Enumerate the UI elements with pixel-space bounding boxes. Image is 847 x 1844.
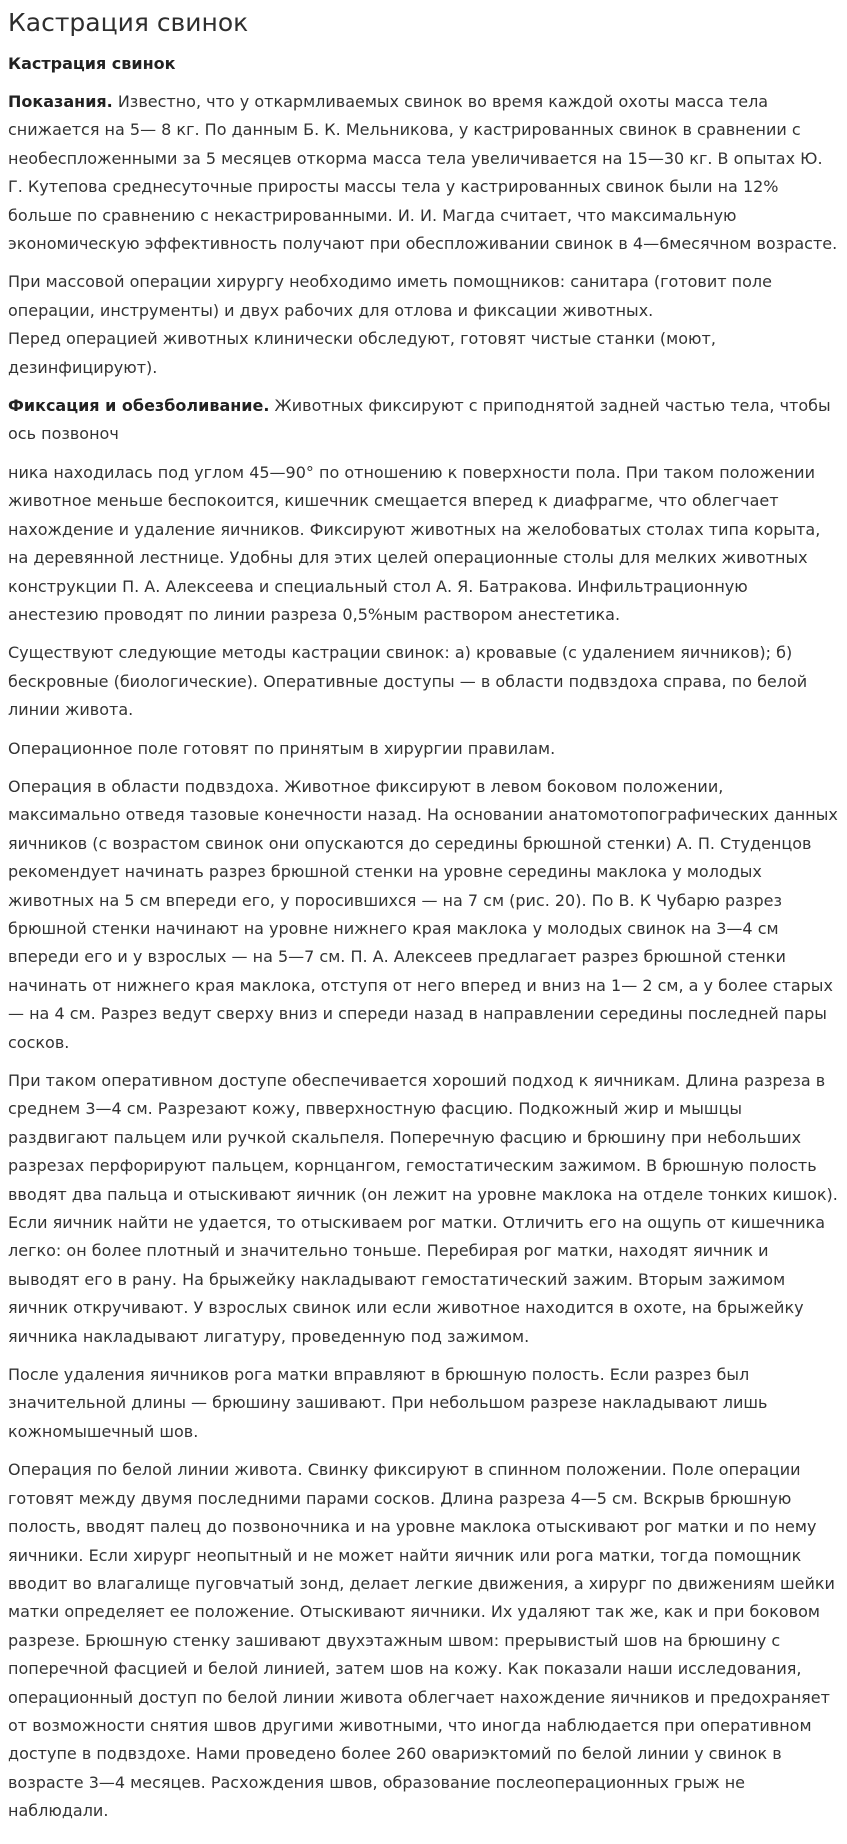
paragraph-text: Операция по белой линии живота. Свинку фиксируют в спинном положении. Поле операции готовят между двумя последними парами сосков. Длина разреза 4—5 см. Вскрыв брюшную полость, вводят палец до позвоночника и на уровне маклока отыскивают рог матки и по нему яичники. Если хирург неопытный и не может найти яичник или рога матки, тогда помощник вводит во влагалище пуговчатый зонд, делает легкие движения, а хирург по движениям шейки матки определяет ее положение. Отыскивают яичники. Их удаляют так же, как и при боковом разрезе. Брюшную стенку зашивают двухэтажным швом: прерывистый шов на брюшину с поперечной фасцией и белой линией, затем шов на кожу. Как показали наши исследования, операционный доступ по белой линии живота облегчает нахождение яичников и предохраняет от возможности снятия швов другими животными, что иногда наблюдается при оперативном доступе в подвздохе. Нами проведено более 260 овариэктомий по белой линии у свинок в возрасте 3—4 месяцев. Расхождения швов, образование послеоперационных грыж не наблюдали.	[8, 1460, 835, 1821]
paragraph-text: При массовой операции хирургу необходимо иметь помощников: санитара (готовит поле операции, инструменты) и двух рабочих для отлова и фиксации животных.	[8, 272, 772, 320]
paragraph-text: После удаления яичников рога матки вправляют в брюшную полость. Если разрез был значительной длины — брюшину зашивают. При небольшом разрезе накладывают лишь кожномышечный шов.	[8, 1365, 768, 1441]
paragraph-indications	[8, 88, 839, 258]
paragraph-text: При таком оперативном доступе обеспечивается хороший подход к яичникам. Длина разреза в среднем 3—4 см. Разрезают кожу, пвверхностную фасцию. Подкожный жир и мышцы раздвигают пальцем или ручкой скальпеля. Поперечную фасцию и брюшину при небольших разрезах перфорируют пальцем, корнцангом, гемостатическим зажимом. В брюшную полость вводят два пальца и отыскивают яичник (он лежит на уровне маклока на отделе тонких кишок). Если яичник найти не удается, то отыскиваем рог матки. Отличить его на ощупь от кишечника легко: он более плотный и значительно тоньше. Перебирая рог матки, находят яичник и выводят его в рану. На брыжейку накладывают гемостатический зажим. Вторым зажимом яичник откручивают. У взрослых свинок или если животное находится в охоте, на брыжейку яичника накладывают лигатуру, проведенную под зажимом.	[8, 1071, 838, 1346]
paragraph-text-continued: Перед операцией животных клинически обследуют, готовят чистые станки (моют, дезинфицируют).	[8, 329, 716, 377]
paragraph-text: Операция в области подвздоха. Животное фиксируют в левом боковом положении, максимально отведя тазовые конечности назад. На основании анатомотопографических данных яичников (с возрастом свинок они опускаются до середины брюшной стенки) А. П. Студенцов рекомендует начинать разрез брюшной стенки на уровне середины маклока у молодых животных на 5 см впереди его, у поросившихся — на 7 см (рис. 20). По В. К Чубарю разрез брюшной стенки начинают на уровне нижнего края маклока у молодых свинок на 3—4 см впереди его и у взрослых — на 5—7 см. П. А. Алексеев предлагает разрез брюшной стенки начинать от нижнего края маклока, отступя от него вперед и вниз на 1— 2 см, а у более старых — на 4 см. Разрез ведут сверху вниз и спереди назад в направлении середины последней пары сосков.	[8, 776, 838, 1052]
article-subtitle: Кастрация свинок	[8, 54, 176, 73]
paragraph-field-prep	[8, 735, 839, 763]
paragraph-text: Известно, что у откармливаемых свинок во время каждой охоты масса тела снижается на 5— 8 кг. По данным Б. К. Мельникова, у кастрированных свинок в сравнении с необеспложенными за 5 месяцев откорма масса тела увеличивается на 15—30 кг. В опытах Ю. Г. Кутепова среднесуточные приросты массы тела у кастрированных свинок были на 12% больше по сравнению с некастрированными. И. И. Магда считает, что максимальную экономическую эффективность получают при обеспложивании свинок в 4—6месячном возрасте.	[8, 92, 838, 254]
paragraph-text: Операционное поле готовят по принятым в хирургии правилам.	[8, 738, 556, 758]
paragraph-text: Существуют следующие методы кастрации свинок: а) кровавые (с удалением яичников); б) бескровные (биологические). Оперативные доступы — в области подвздоха справа, по белой линии живота.	[8, 643, 808, 720]
paragraph-staff	[8, 268, 839, 382]
paragraph-fixation-continued	[8, 459, 839, 629]
paragraph-methods	[8, 639, 839, 724]
paragraph-lead: Фиксация и обезболивание.	[8, 396, 270, 416]
paragraph-text: ника находилась под углом 45—90° по отношению к поверхности пола. При таком положении животное меньше беспокоится, кишечник смещается вперед к диафрагме, что облегчает нахождение и удаление яичников. Фиксируют животных на желобоватых столах типа корыта, на деревянной лестнице. Удобны для этих целей операционные столы для мелких животных конструкции П. А. Алексеева и специальный стол А. Я. Батракова. Инфильтрационную анестезию проводят по линии разреза 0,5%ным раствором анестетика.	[8, 462, 821, 624]
paragraph-lead: Показания.	[8, 92, 113, 111]
paragraph-after-removal	[8, 1361, 839, 1446]
paragraph-linea-alba-operation	[8, 1456, 839, 1825]
paragraph-flank-operation	[8, 773, 839, 1057]
paragraph-text: Животных фиксируют с приподнятой задней частью тела, чтобы ось позвоноч	[8, 396, 831, 444]
paragraph-flank-access	[8, 1067, 839, 1351]
paragraph-fixation	[8, 392, 839, 449]
page-title: Кастрация свинок	[8, 8, 249, 37]
